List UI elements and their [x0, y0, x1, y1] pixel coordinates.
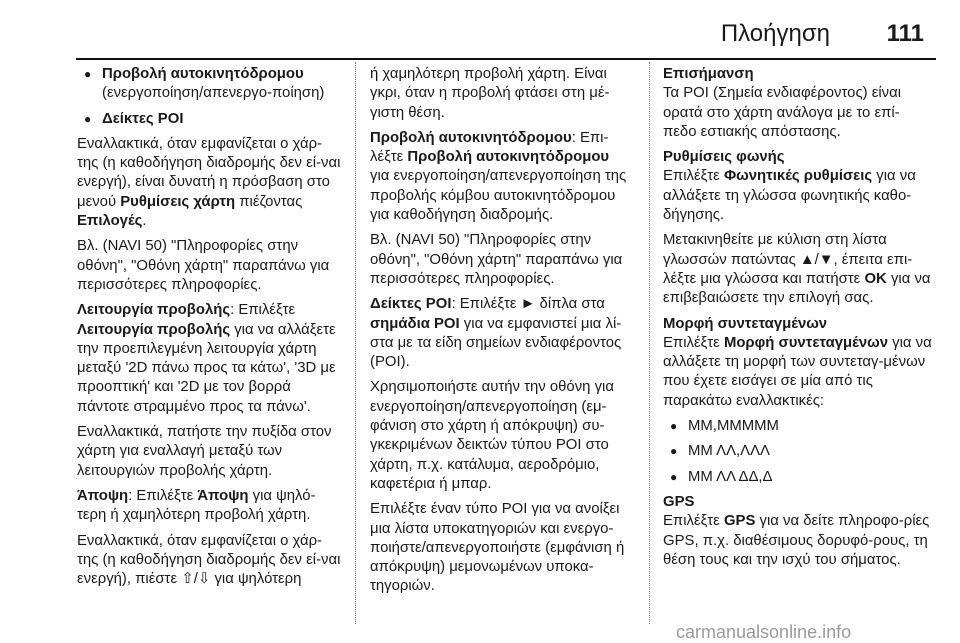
text-span: Επιλέξτε [663, 334, 724, 351]
menu-name: Λειτουργία προβολής [77, 321, 231, 338]
paragraph: ή χαμηλότερη προβολή χάρτη. Είναι γκρι, όταν η προβολή φτάσει στη μέ-γιστη θέση. [370, 66, 610, 121]
text-span: για ψηλό-τερη ή χαμηλότερη προβολή χάρτη. [77, 487, 316, 524]
paragraph [77, 487, 341, 526]
paragraph: Χρησιμοποιήστε αυτήν την οθόνη για ενεργοποίηση/απενεργοποίηση (εμ-φάνιση στο χάρτη ή απόκρυψη) συ-γκεκριμένων δεικτών τύπου POI στο χάρτη, π.χ. κατάλυμα, αεροδρόμιο, καφετέρια ή μπαρ. [370, 379, 614, 492]
text-span: : Επι-λέξτε [370, 129, 609, 166]
header-rule [76, 58, 936, 60]
term: Άποψη [77, 487, 129, 504]
paragraph [663, 334, 933, 411]
section-gps [663, 493, 933, 570]
menu-name: Φωνητικές ρυθμίσεις [723, 168, 873, 185]
paragraph [663, 512, 933, 570]
bullet-title: Δείκτες POI [102, 110, 184, 127]
section-highlight [663, 65, 933, 142]
bullet-item [77, 110, 341, 129]
menu-name: Ρυθμίσεις χάρτη [120, 193, 236, 210]
page-number: 111 [886, 20, 924, 47]
text-span: : Επιλέξτε [230, 302, 296, 319]
column-3 [663, 65, 933, 576]
text-span: για να αλλάξετε την προεπιλεγμένη λειτουργία χάρτη μεταξύ '2D πάνω προς τα κάτω', '3D με προοπτική' και '2D με τον βορρά πάντοτε στραμμένο προς τα πάνω'. [77, 321, 336, 415]
text-span: για να εμφανιστεί μια λί-στα με τα είδη σημείων ενδιαφέροντος (POI). [370, 315, 622, 371]
text-span: . [142, 213, 147, 230]
text-span: : Επιλέξτε ► δίπλα στα [451, 296, 605, 313]
menu-name: Προβολή αυτοκινητόδρομου [407, 149, 610, 166]
paragraph [663, 167, 933, 225]
paragraph: Τα POI (Σημεία ενδιαφέροντος) είναι ορατά στο χάρτη ανάλογα με το επί-πεδο εστιακής απόστασης. [663, 85, 902, 140]
term: Δείκτες POI [370, 296, 452, 313]
paragraph: Επιλέξτε έναν τύπο POI για να ανοίξει μια λίστα υποκατηγοριών και ενεργο-ποιήστε/απενεργοποιήστε (εμφάνιση ή απόκρυψη) μεμονωμένων υποκα-τηγοριών. [370, 501, 625, 595]
page-header [0, 0, 960, 62]
paragraph [663, 231, 933, 308]
paragraph [370, 129, 632, 225]
text-span: Επιλέξτε [663, 513, 724, 530]
paragraph [77, 301, 341, 417]
term: Λειτουργία προβολής [77, 302, 231, 319]
text-span: πιέζοντας [235, 193, 303, 210]
column-separator [649, 62, 650, 624]
bullet-item [77, 65, 341, 104]
paragraph: Βλ. (NAVI 50) "Πληροφορίες στην οθόνη", "Οθόνη χάρτη" παραπάνω για περισσότερες πληροφορίες. [370, 232, 623, 287]
text-span: για να επιβεβαιώσετε την επιλογή σας. [663, 270, 931, 307]
term: Προβολή αυτοκινητόδρομου [370, 129, 572, 146]
text-span: Επιλέξτε [663, 168, 724, 185]
bullet-item: ● ΜΜ ΛΛ ΔΔ,Δ [663, 468, 933, 487]
column-separator [355, 62, 356, 624]
bullet-item: ● ΜΜ,ΜΜΜΜΜ [663, 417, 933, 436]
paragraph: Εναλλακτικά, πατήστε την πυξίδα στον χάρτη για εναλλαγή μεταξύ των λειτουργιών προβολής χάρτη. [77, 424, 332, 479]
menu-name: OK [864, 270, 887, 287]
text-span: για να αλλάξετε τη μορφή των συντεταγ-μένων που έχετε εισάγει σε μία από τις παρακάτω εναλλακτικές: [663, 334, 932, 409]
menu-name: σημάδια POI [370, 315, 460, 332]
bullet-text: (ενεργοποίηση/απενεργο-ποίηση) [102, 85, 325, 102]
section-voice-settings [663, 148, 933, 225]
menu-name: Μορφή συντεταγμένων [723, 334, 889, 351]
section-coordinate-format [663, 315, 933, 411]
paragraph [370, 295, 632, 372]
bullet-item: ● ΜΜ ΛΛ,ΛΛΛ [663, 442, 933, 461]
text-span: για να δείτε πληροφο-ρίες GPS, π.χ. διαθέσιμους δορυφό-ρους, τη θέση τους και την ισχύ του σήματος. [663, 513, 930, 568]
section-heading: Επισήμανση [663, 66, 754, 82]
menu-name: GPS [723, 513, 756, 530]
section-heading: GPS [663, 493, 695, 510]
menu-name: Επιλογές [77, 213, 143, 230]
column-1 [77, 65, 341, 595]
column-2 [370, 65, 632, 603]
text-span: για να αλλάξετε τη γλώσσα φωνητικής καθο-δήγησης. [663, 168, 916, 224]
paragraph: Εναλλακτικά, όταν εμφανίζεται ο χάρ-της (η καθοδήγηση διαδρομής δεν εί-ναι ενεργή), πιέστε ⇧/⇩ για ψηλότερη [77, 532, 341, 588]
section-heading: Ρυθμίσεις φωνής [663, 149, 785, 166]
page-header-title: Πλοήγηση [720, 20, 830, 47]
bullet-title: Προβολή αυτοκινητόδρομου [102, 66, 304, 82]
text-span: : Επιλέξτε [128, 487, 198, 504]
section-heading: Μορφή συντεταγμένων [663, 315, 828, 332]
text-span: Μετακινηθείτε με κύλιση στη λίστα γλωσσών πατώντας ▲/▼, έπειτα επι-λέξτε μια γλώσσα και πατήστε [663, 232, 913, 287]
watermark: carmanualsonline.info [676, 622, 852, 642]
text-span: για ενεργοποίηση/απενεργοποίηση της προβολής κόμβου αυτοκινητόδρομου για καθοδήγηση διαδρομής. [370, 168, 627, 224]
paragraph [77, 135, 341, 231]
menu-name: Άποψη [197, 487, 249, 504]
text-span: Εναλλακτικά, όταν εμφανίζεται ο χάρ-της (η καθοδήγηση διαδρομής δεν εί-ναι ενεργή), είναι δυνατή η πρόσβαση στο μενού [77, 135, 341, 210]
paragraph: Βλ. (NAVI 50) "Πληροφορίες στην οθόνη", "Οθόνη χάρτη" παραπάνω για περισσότερες πληροφορίες. [77, 238, 330, 293]
